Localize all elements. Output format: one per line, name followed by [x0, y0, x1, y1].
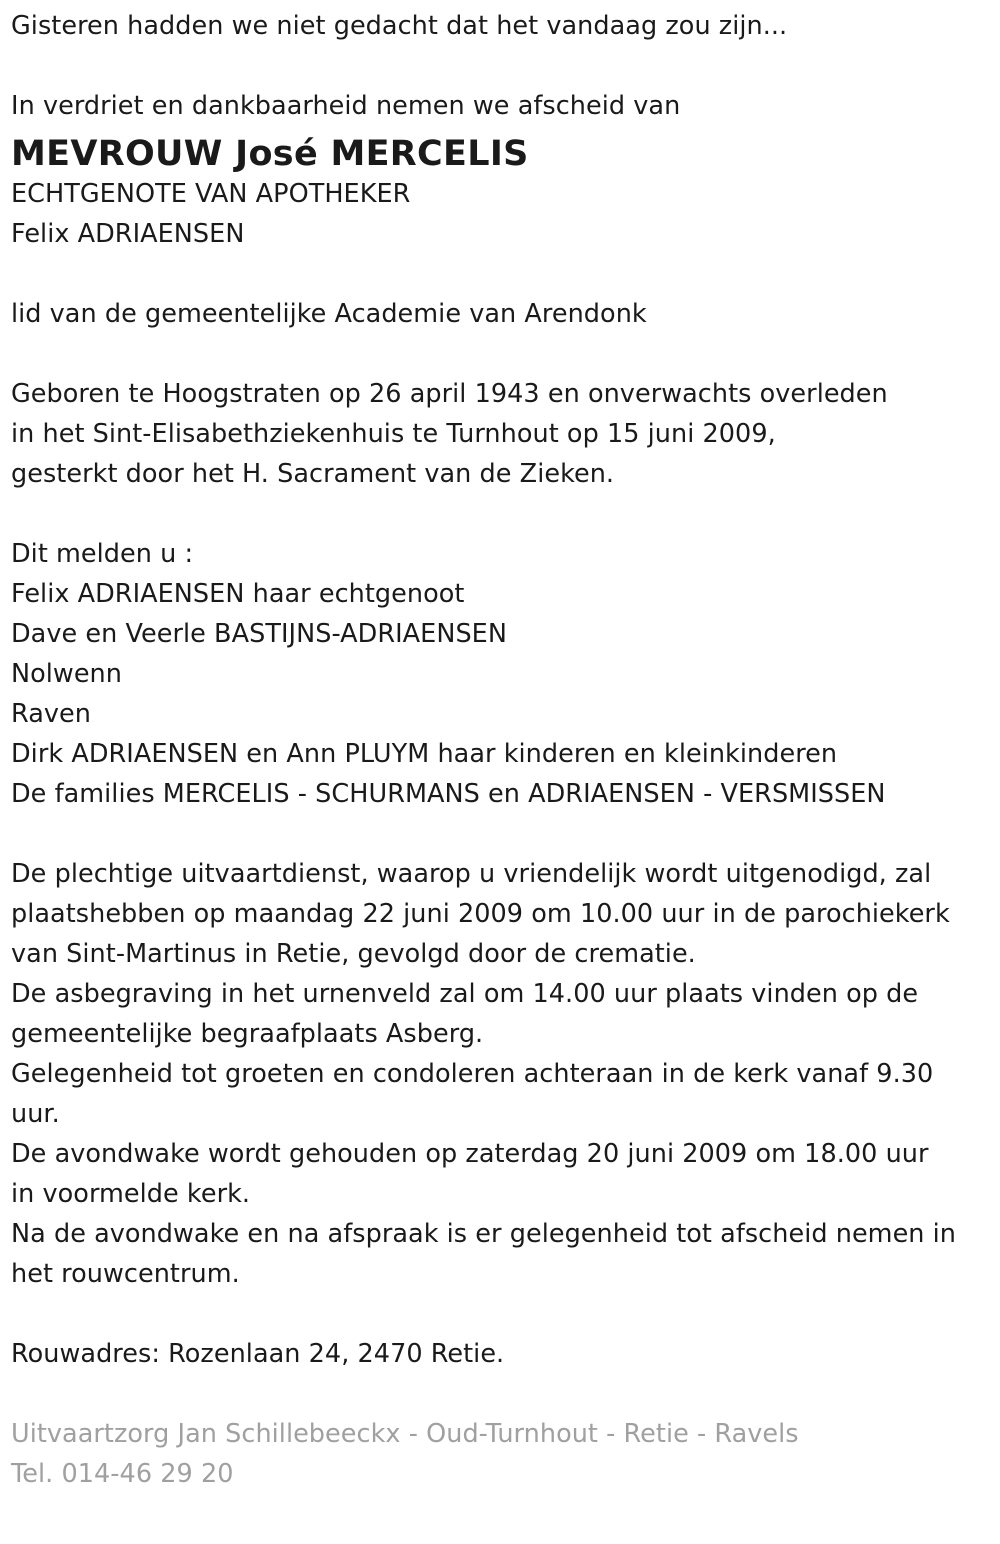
- funeral-home-footer: [11, 1414, 1000, 1494]
- birth-death-line: Geboren te Hoogstraten op 26 april 1943 en onverwachts overleden: [11, 379, 888, 409]
- ceremony-line: het rouwcentrum.: [11, 1259, 240, 1289]
- ceremony-line: Gelegenheid tot groeten en condoleren achteraan in de kerk vanaf 9.30: [11, 1059, 934, 1089]
- ceremony-line: gemeentelijke begraafplaats Asberg.: [11, 1019, 484, 1049]
- ceremony-line: uur.: [11, 1099, 60, 1129]
- ceremony-line: plaatshebben op maandag 22 juni 2009 om 10.00 uur in de parochiekerk: [11, 899, 950, 929]
- announcers-section: [11, 534, 1000, 814]
- announcer-name: De families MERCELIS - SCHURMANS en ADRIAENSEN - VERSMISSEN: [11, 779, 886, 809]
- ceremony-line: Na de avondwake en na afspraak is er gelegenheid tot afscheid nemen in: [11, 1219, 957, 1249]
- announcers-heading: Dit melden u :: [11, 539, 194, 569]
- ceremony-paragraph: [11, 854, 1000, 1294]
- birth-death-paragraph: [11, 374, 1000, 494]
- deceased-spouse: Felix ADRIAENSEN: [11, 219, 245, 249]
- announcer-name: Dave en Veerle BASTIJNS-ADRIAENSEN: [11, 619, 507, 649]
- spacer: [11, 494, 1000, 534]
- funeral-home-name: Uitvaartzorg Jan Schillebeeckx - Oud-Turnhout - Retie - Ravels: [11, 1419, 799, 1449]
- spacer: [11, 254, 1000, 294]
- announcer-name: Raven: [11, 699, 91, 729]
- intro-line: Gisteren hadden we niet gedacht dat het vandaag zou zijn...: [11, 11, 788, 41]
- funeral-home-phone: Tel. 014-46 29 20: [11, 1459, 234, 1489]
- spacer: [11, 814, 1000, 854]
- spacer: [11, 1374, 1000, 1414]
- birth-death-line: gesterkt door het H. Sacrament van de Zieken.: [11, 459, 615, 489]
- ceremony-line: De avondwake wordt gehouden op zaterdag 20 juni 2009 om 18.00 uur: [11, 1139, 929, 1169]
- deceased-membership: lid van de gemeentelijke Academie van Arendonk: [11, 299, 647, 329]
- announcer-name: Felix ADRIAENSEN haar echtgenoot: [11, 579, 465, 609]
- mourning-address: Rouwadres: Rozenlaan 24, 2470 Retie.: [11, 1339, 505, 1369]
- ceremony-line: De asbegraving in het urnenveld zal om 14.00 uur plaats vinden op de: [11, 979, 919, 1009]
- ceremony-line: van Sint-Martinus in Retie, gevolgd door de crematie.: [11, 939, 696, 969]
- announcer-name: Dirk ADRIAENSEN en Ann PLUYM haar kinderen en kleinkinderen: [11, 739, 838, 769]
- spacer: [11, 46, 1000, 86]
- ceremony-line: De plechtige uitvaartdienst, waarop u vriendelijk wordt uitgenodigd, zal: [11, 859, 932, 889]
- deceased-title: ECHTGENOTE VAN APOTHEKER: [11, 179, 411, 209]
- spacer: [11, 334, 1000, 374]
- ceremony-line: in voormelde kerk.: [11, 1179, 251, 1209]
- birth-death-line: in het Sint-Elisabethziekenhuis te Turnhout op 15 juni 2009,: [11, 419, 776, 449]
- intro-farewell-line: In verdriet en dankbaarheid nemen we afscheid van: [11, 91, 681, 121]
- spacer: [11, 1294, 1000, 1334]
- deceased-name: MEVROUW José MERCELIS: [11, 134, 529, 174]
- announcer-name: Nolwenn: [11, 659, 122, 689]
